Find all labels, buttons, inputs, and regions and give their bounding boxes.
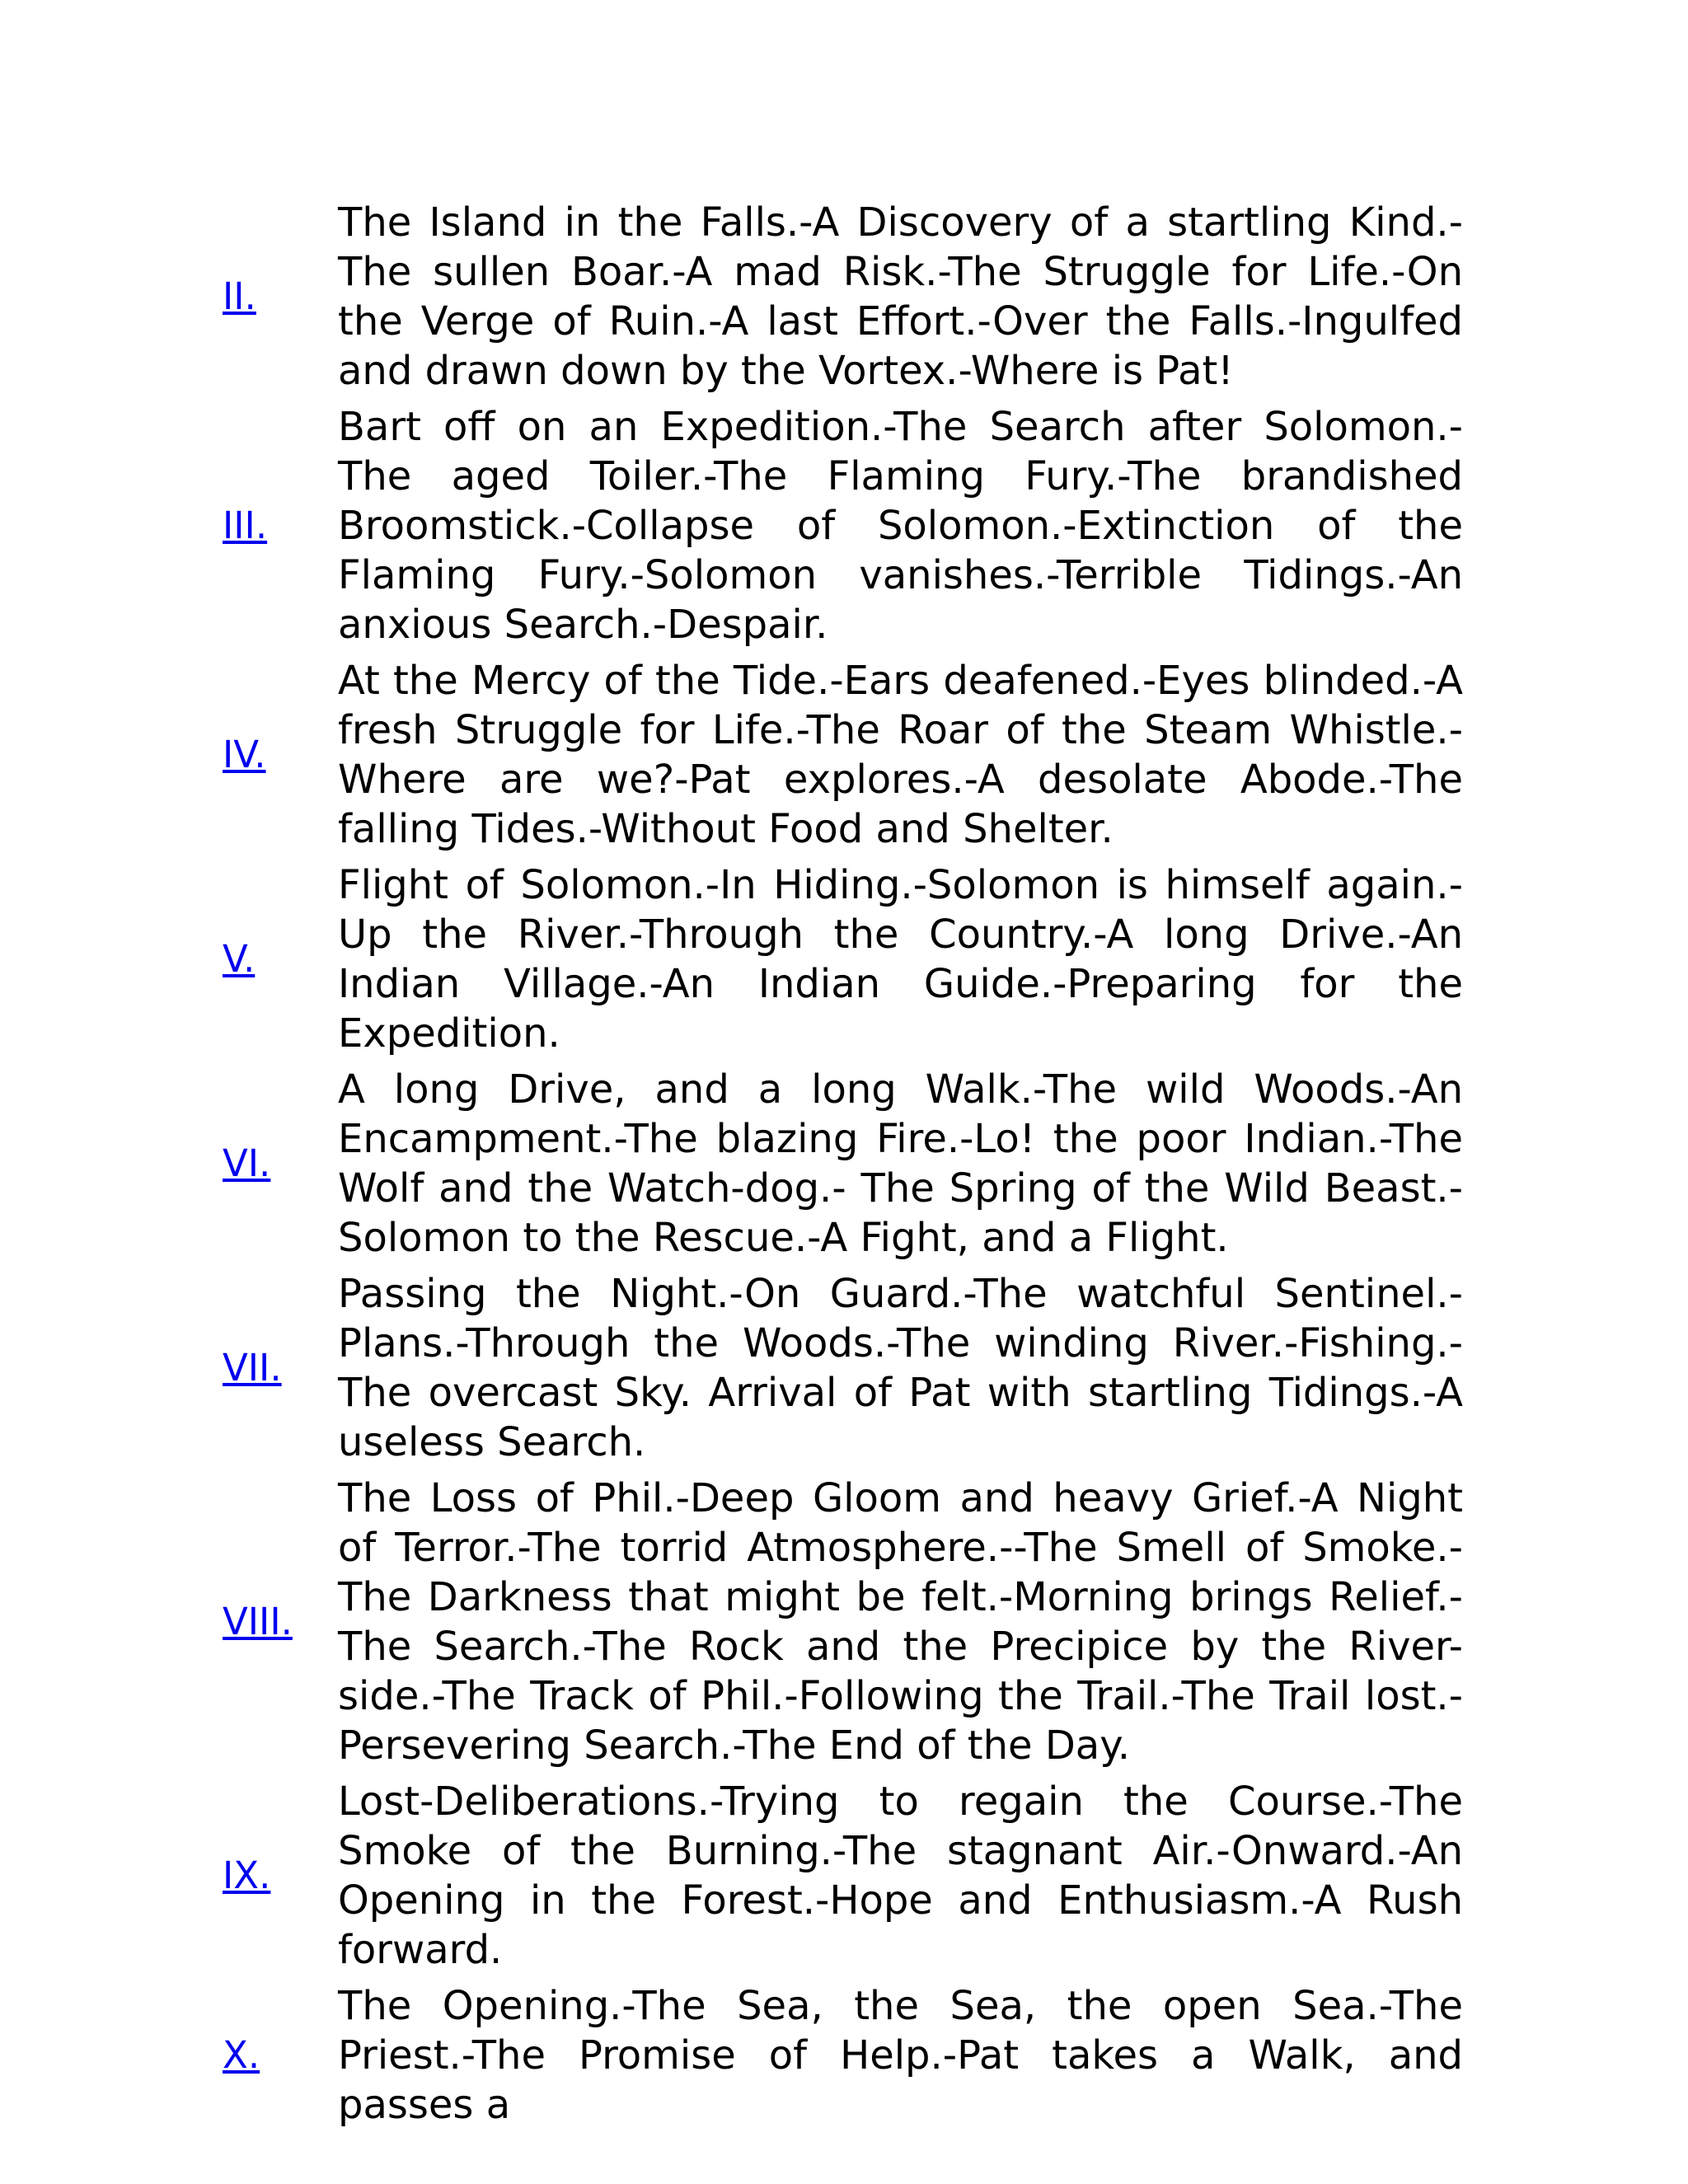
chapter-link-v[interactable]: V. bbox=[223, 937, 256, 981]
chapter-number-cell bbox=[223, 501, 338, 551]
chapter-number-cell bbox=[223, 1597, 338, 1647]
toc-entry-v bbox=[223, 860, 1463, 1058]
toc-entry-vii bbox=[223, 1269, 1463, 1467]
chapter-link-ii[interactable]: II. bbox=[223, 274, 256, 318]
chapter-link-vii[interactable]: VII. bbox=[223, 1346, 282, 1390]
chapter-link-viii[interactable]: VIII. bbox=[223, 1600, 293, 1643]
chapter-number-cell bbox=[223, 2031, 338, 2080]
chapter-link-vi[interactable]: VI. bbox=[223, 1141, 271, 1185]
toc-entry-ii bbox=[223, 198, 1463, 396]
chapter-summary: At the Mercy of the Tide.-Ears deafened.-Eyes blinded.-A fresh Struggle for Life.-The Roar of the Steam Whistle.-Where are we?-Pat explores.-A desolate Abode.-The falling Tides.-Without Food and Shelter. bbox=[338, 658, 1463, 852]
toc-entry-iii bbox=[223, 402, 1463, 649]
toc-entry-viii bbox=[223, 1474, 1463, 1770]
toc-entry-vi bbox=[223, 1065, 1463, 1263]
chapter-number-cell bbox=[223, 1139, 338, 1188]
chapter-summary: Passing the Night.-On Guard.-The watchful Sentinel.-Plans.-Through the Woods.-The winding River.-Fishing.-The overcast Sky. Arrival of Pat with startling Tidings.-A useless Search. bbox=[338, 1271, 1463, 1465]
toc-entry-iv bbox=[223, 656, 1463, 854]
chapter-link-iv[interactable]: IV. bbox=[223, 733, 266, 776]
chapter-link-iii[interactable]: III. bbox=[223, 504, 268, 547]
chapter-number-cell bbox=[223, 935, 338, 984]
chapter-number-cell bbox=[223, 730, 338, 780]
chapter-summary: The Loss of Phil.-Deep Gloom and heavy Grief.-A Night of Terror.-The torrid Atmosphere.--The Smell of Smoke.-The Darkness that might be felt.-Morning brings Relief.-The Search.-The Rock and the Precipice by the River-side.-The Track of Phil.-Following the Trail.-The Trail lost.-Persevering Search.-The End of the Day. bbox=[338, 1475, 1463, 1769]
chapter-summary: Flight of Solomon.-In Hiding.-Solomon is himself again.-Up the River.-Through the Country.-A long Drive.-An Indian Village.-An Indian Guide.-Preparing for the Expedition. bbox=[338, 862, 1463, 1057]
chapter-summary: Bart off on an Expedition.-The Search after Solomon.-The aged Toiler.-The Flaming Fury.-The brandished Broomstick.-Collapse of Solomon.-Extinction of the Flaming Fury.-Solomon vanishes.-Terrible Tidings.-An anxious Search.-Despair. bbox=[338, 404, 1463, 648]
toc-entry-ix bbox=[223, 1777, 1463, 1975]
chapter-summary: The Island in the Falls.-A Discovery of a startling Kind.-The sullen Boar.-A mad Risk.-The Struggle for Life.-On the Verge of Ruin.-A last Effort.-Over the Falls.-Ingulfed and drawn down by the Vortex.-Where is Pat! bbox=[338, 199, 1463, 394]
chapter-summary: A long Drive, and a long Walk.-The wild Woods.-An Encampment.-The blazing Fire.-Lo! the poor Indian.-The Wolf and the Watch-dog.- The Spring of the Wild Beast.-Solomon to the Rescue.-A Fight, and a Flight. bbox=[338, 1066, 1463, 1261]
chapter-link-ix[interactable]: IX. bbox=[223, 1854, 271, 1897]
table-of-contents bbox=[223, 198, 1463, 2136]
chapter-summary: Lost-Deliberations.-Trying to regain the Course.-The Smoke of the Burning.-The stagnant Air.-Onward.-An Opening in the Forest.-Hope and Enthusiasm.-A Rush forward. bbox=[338, 1779, 1463, 1973]
chapter-number-cell bbox=[223, 1851, 338, 1900]
chapter-number-cell bbox=[223, 1343, 338, 1393]
toc-entry-x bbox=[223, 1981, 1463, 2130]
chapter-number-cell bbox=[223, 272, 338, 321]
chapter-summary: The Opening.-The Sea, the Sea, the open Sea.-The Priest.-The Promise of Help.-Pat takes a Walk, and passes a bbox=[338, 1983, 1463, 2128]
chapter-link-x[interactable]: X. bbox=[223, 2033, 260, 2077]
